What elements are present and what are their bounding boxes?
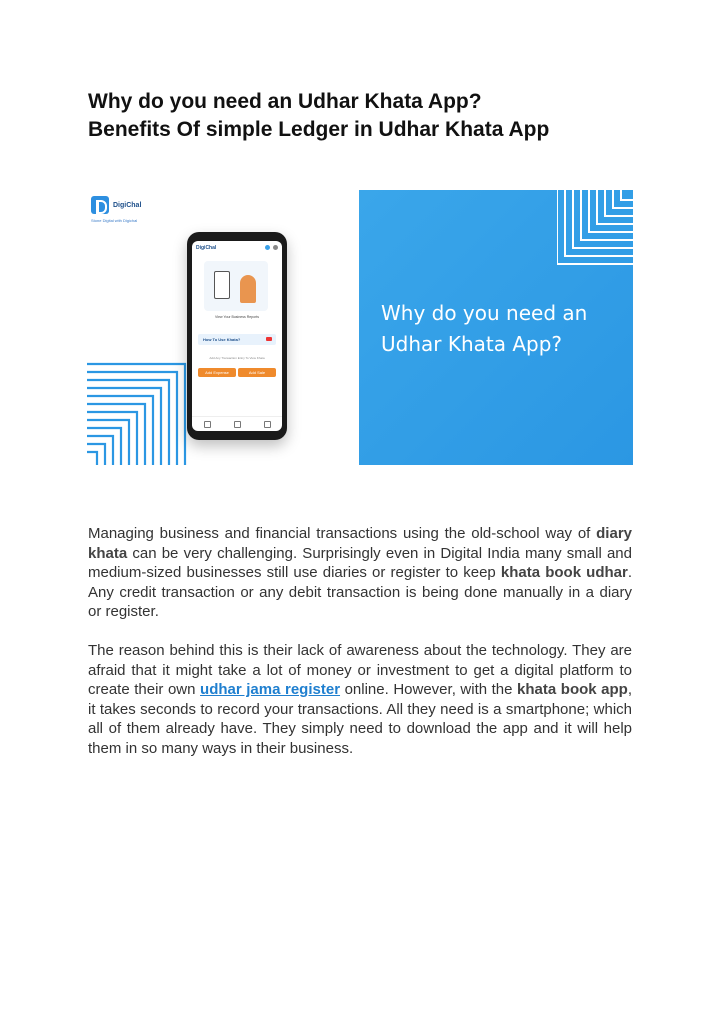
- how-to-label: How To Use Khata?: [203, 337, 241, 342]
- banner-image: [87, 190, 633, 465]
- banner-left-panel: [87, 190, 359, 465]
- gear-icon: [273, 245, 278, 250]
- phone-illustration: [204, 261, 268, 311]
- title-line-2: Benefits Of simple Ledger in Udhar Khata App: [88, 118, 550, 141]
- logo-name: DigiChal: [113, 201, 142, 209]
- banner-heading: [381, 298, 621, 360]
- phone-mockup: [187, 232, 287, 440]
- phone-note: Add Any Transaction Entry To View Khata: [209, 356, 265, 360]
- nav-reports-icon: [234, 421, 241, 428]
- calculator-illustration: [214, 271, 230, 299]
- nav-profile-icon: [264, 421, 271, 428]
- paragraph-2: [88, 641, 632, 758]
- youtube-icon: [266, 337, 272, 341]
- logo-tagline: Stone Digital with Digichal: [91, 218, 138, 223]
- banner-right-panel: [359, 190, 633, 465]
- person-illustration: [240, 275, 256, 303]
- paragraph-2-text-3: , it takes seconds to record your transactions. All they need is a smartphone; which all of them already have. They simply need to download the app and it will help them in so many ways in their business.: [88, 681, 633, 757]
- stripes-decoration-right: [557, 190, 633, 266]
- paragraph-1-text-1: Managing business and financial transactions using the old-school way of: [88, 525, 597, 542]
- paragraph-1: [88, 524, 632, 622]
- phone-bottom-nav: [192, 416, 282, 431]
- stripes-decoration-left: [87, 362, 187, 465]
- banner-heading-line-1: Why do you need an: [381, 301, 588, 325]
- udhar-jama-register-link[interactable]: udhar jama register: [200, 681, 341, 698]
- digichal-logo: [91, 196, 141, 214]
- page-title: [88, 88, 648, 144]
- phone-caption: View Your Business Reports: [215, 315, 259, 319]
- add-expense-button: Add Expense: [198, 368, 236, 377]
- nav-home-icon: [204, 421, 211, 428]
- phone-screen: [192, 241, 282, 431]
- title-line-1: Why do you need an Udhar Khata App?: [88, 90, 482, 113]
- how-to-card: [198, 334, 276, 345]
- paragraph-2-text-2: online. However, with the: [340, 681, 518, 698]
- paragraph-1-text-2: can be very challenging. Surprisingly even in Digital India many small and medium-sized businesses still use diaries or register to keep: [88, 544, 632, 581]
- banner-heading-line-2: Udhar Khata App?: [381, 332, 563, 356]
- paragraph-1-bold-2: khata book udhar: [500, 564, 628, 581]
- bell-icon: [265, 245, 270, 250]
- add-sale-button: Add Sale: [238, 368, 276, 377]
- paragraph-1-bold-1: diary khata: [88, 525, 632, 562]
- paragraph-1-text-3: . Any credit transaction or any debit transaction is being done manually in a diary or register.: [88, 564, 632, 620]
- paragraph-2-bold-1: khata book app: [517, 681, 628, 698]
- paragraph-2-text-1: The reason behind this is their lack of awareness about the technology. They are afraid that it might take a lot of money or investment to get a digital platform to create their own: [88, 642, 632, 698]
- phone-app-name: DigiChal: [196, 245, 217, 251]
- logo-mark-icon: [91, 196, 109, 214]
